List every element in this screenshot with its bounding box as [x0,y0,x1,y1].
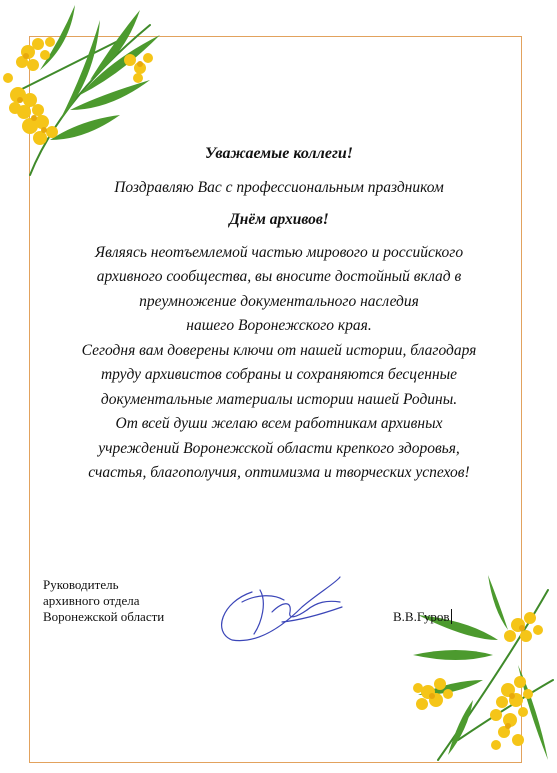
body-line: Являясь неотъемлемой частью мирового и российского [94,243,464,261]
signer-name-line [393,609,452,625]
position-line: Воронежской области [43,609,165,624]
position-line: архивного отдела [43,593,140,608]
position-line: Руководитель [43,577,119,592]
body-line: Сегодня вам доверены ключи от нашей истории, благодаря [81,341,477,359]
body-line: От всей души желаю всем работникам архивных [115,415,443,432]
body-line: труду архивистов собраны и сохраняются бесценные [100,366,458,383]
handwritten-signature [212,572,347,644]
body-line: нашего Воронежского края. [186,317,372,334]
body-line: преумножение документального наследия [139,292,419,310]
signer-position [43,577,164,625]
body-line: учреждений Воронежской области крепкого здоровья, [98,439,460,457]
holiday-name: Днём архивов! [229,211,329,228]
text-cursor [451,609,452,624]
salutation: Уважаемые коллеги! [205,145,353,162]
body-line: документальные материалы истории нашей Родины. [100,390,458,408]
letter-body [40,241,518,486]
signer-name: В.В.Гуров [393,609,450,624]
intro-line: Поздравляю Вас с профессиональным праздником [114,178,444,196]
letter-text [40,142,518,486]
mimosa-decoration-bottom-right [398,570,557,773]
body-line: архивного сообщества, вы вносите достойный вклад в [96,268,462,285]
body-line: счастья, благополучия, оптимизма и творческих успехов! [88,464,470,481]
